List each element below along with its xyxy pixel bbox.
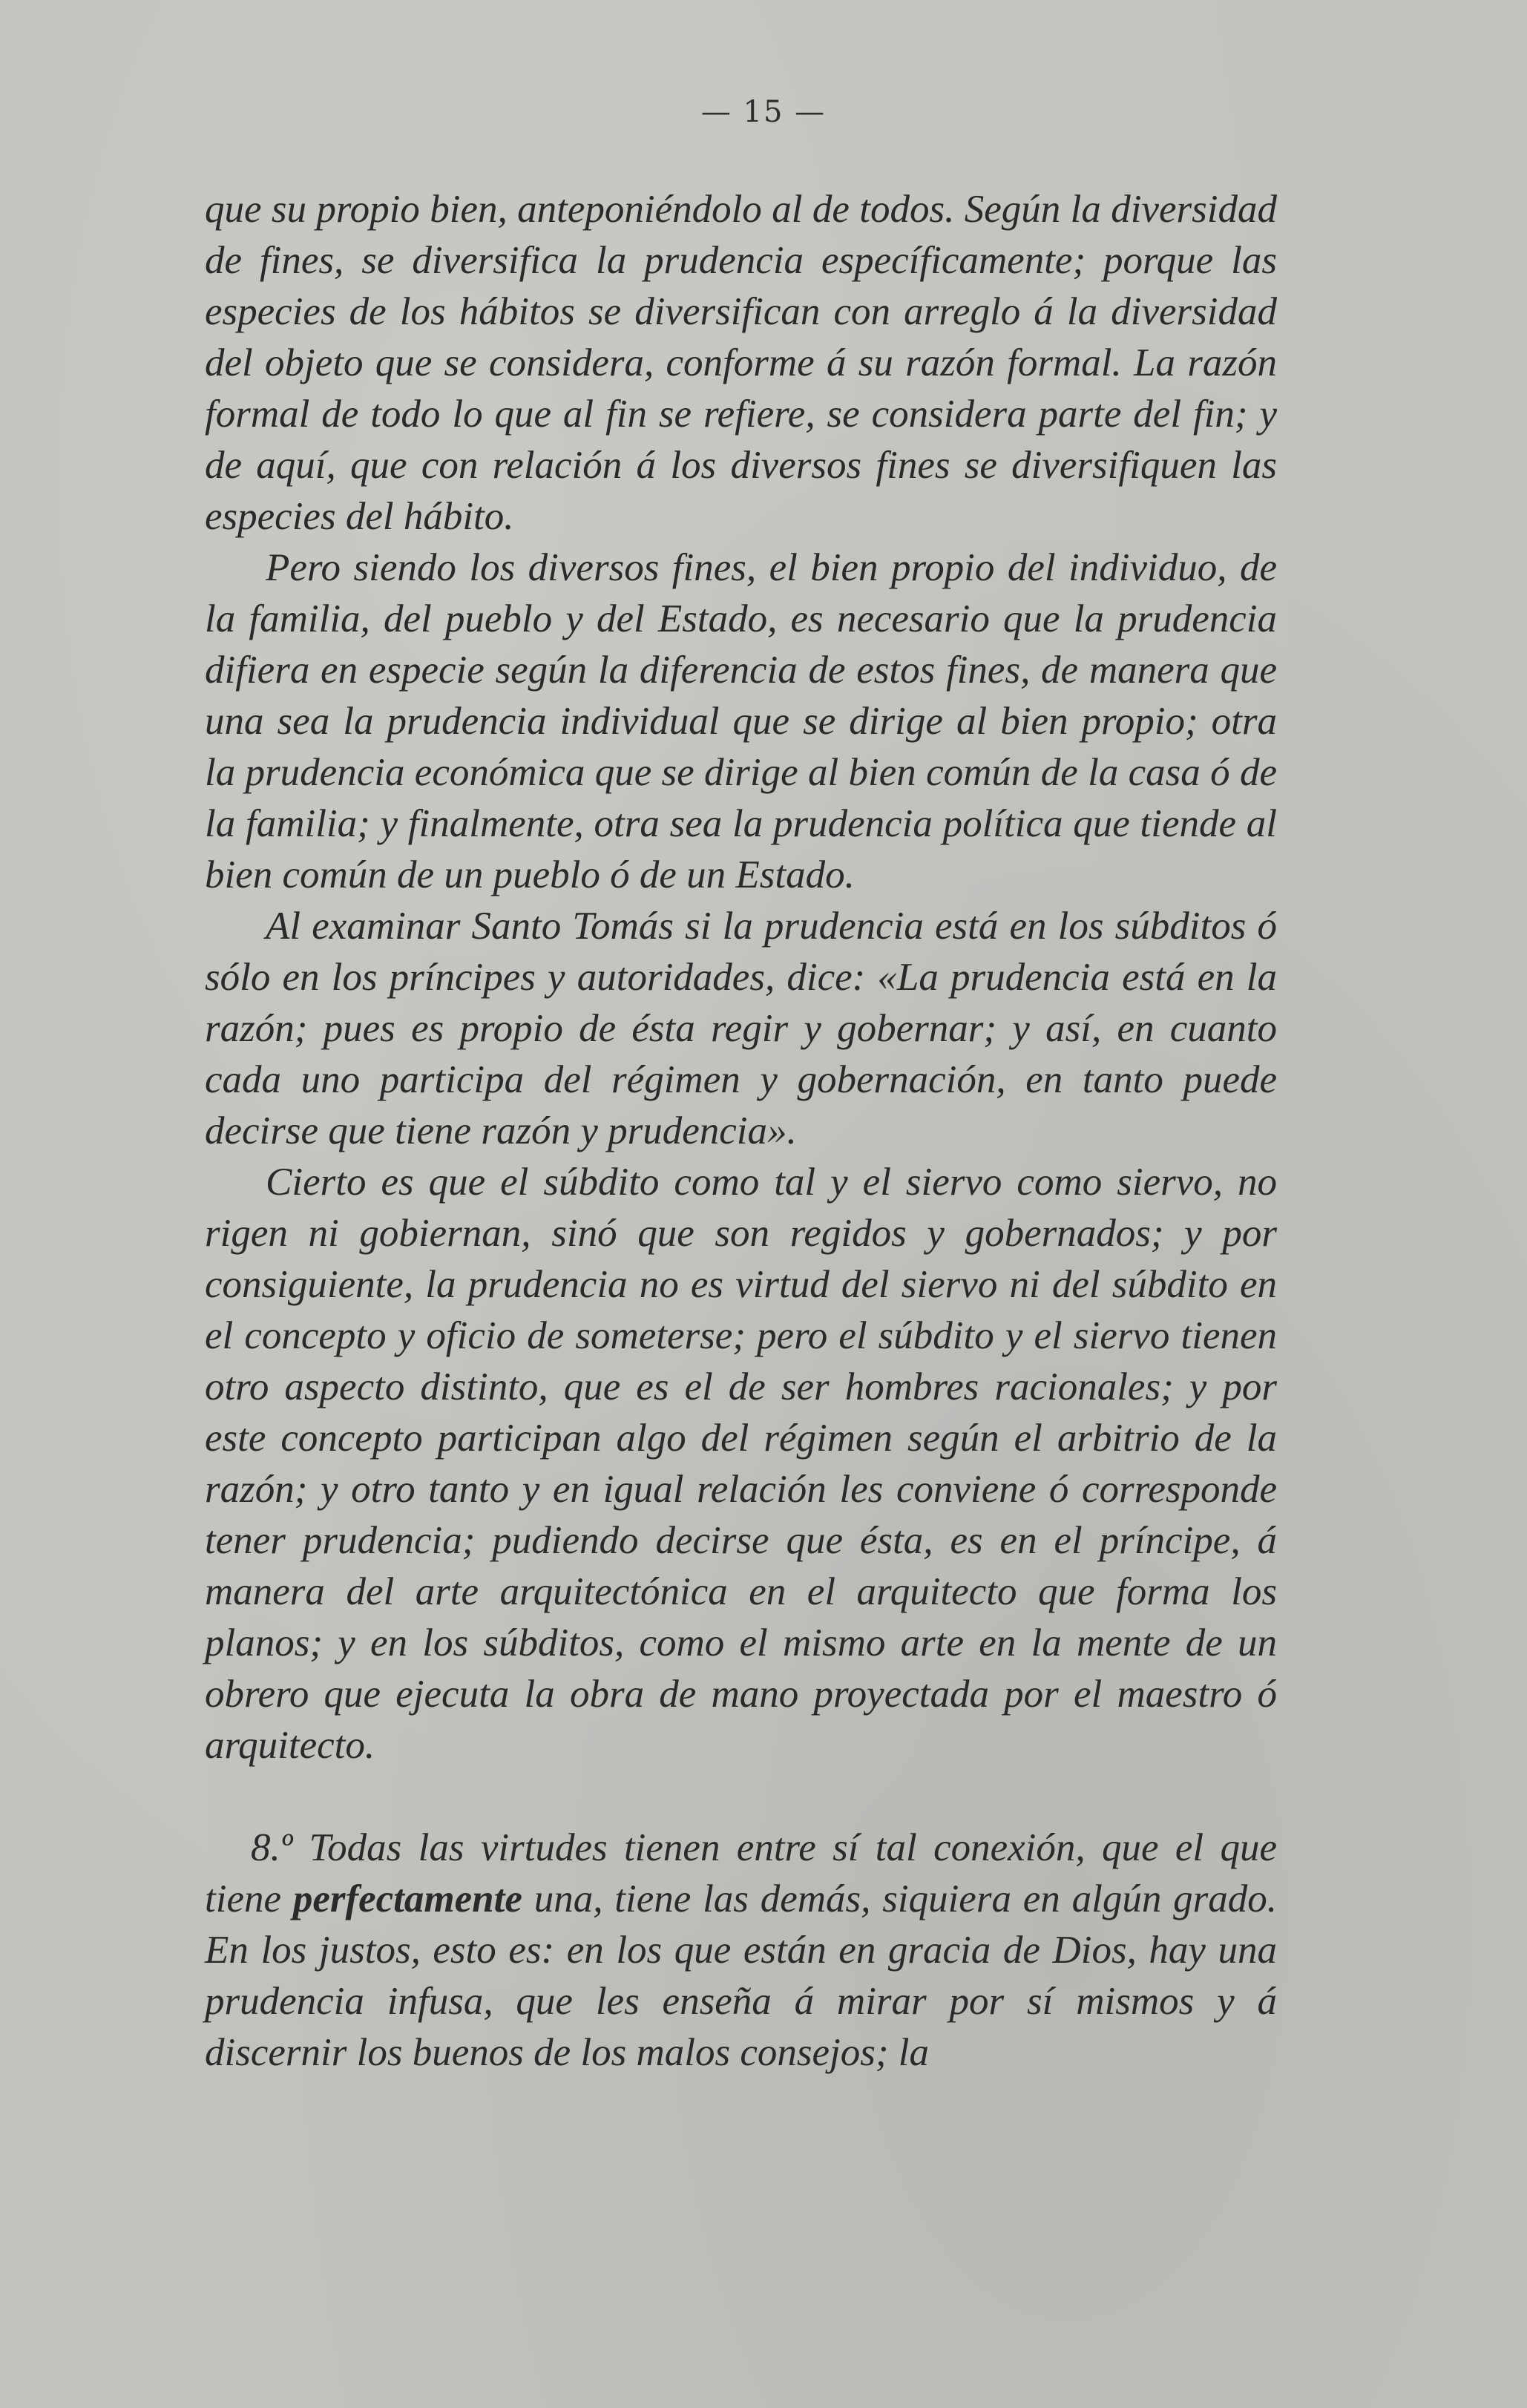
- page-number: — 15 —: [700, 95, 827, 129]
- emphasis-perfectamente: perfectamente: [292, 1877, 522, 1920]
- paragraph-3: Al examinar Santo Tomás si la prudencia está en los súbditos ó sólo en los príncipes y autoridades, dice: «La prudencia está en la razón; pues es propio de ésta regir y gobernar; y así, en cuanto cada uno participa del régimen y gobernación, en tanto puede decirse que tiene razón y prudencia».: [205, 905, 1277, 1152]
- paragraph-4: Cierto es que el súbdito como tal y el siervo como siervo, no rigen ni gobiernan, sinó que son regidos y gobernados; y por consiguiente, la prudencia no es virtud del siervo ni del súbdito en el concepto y oficio de someterse; pero el súbdito y el siervo tienen otro aspecto distinto, que es el de ser hombres racionales; y por este concepto participan algo del régimen según el arbitrio de la razón; y otro tanto y en igual relación les conviene ó corresponde tener prudencia; pudiendo decirse que ésta, es en el príncipe, á manera del arte arquitectónica en el arquitecto que forma los planos; y en los súbditos, como el mismo arte en la mente de un obrero que ejecuta la obra de mano proyectada por el maestro ó arquitecto.: [205, 1161, 1277, 1767]
- paragraph-5-start: Todas las virtudes tienen entre sí tal conexión, que el que tiene: [205, 1826, 1277, 1920]
- paragraph-5-end: una, tiene las demás, siquiera en algún grado. En los justos, esto es: en los que están en gracia de Dios, hay una prudencia infusa, que les enseña á mirar por sí mismos y á discernir los buenos de los malos consejos; la: [205, 1877, 1278, 2074]
- paragraph-5: [205, 1823, 1277, 2079]
- paragraph-1: que su propio bien, anteponiéndolo al de todos. Según la diversidad de fines, se diversifica la prudencia específicamente; porque las especies de los hábitos se diversifican con arreglo á la diversidad del objeto que se considera, conforme á su razón formal. La razón formal de todo lo que al fin se refiere, se considera parte del fin; y de aquí, que con relación á los diversos fines se diversifiquen las especies del hábito.: [205, 188, 1277, 538]
- section-number: 8.º: [251, 1826, 293, 1869]
- paragraph-2: Pero siendo los diversos fines, el bien propio del individuo, de la familia, del pueblo y del Estado, es necesario que la prudencia difiera en especie según la diferencia de estos fines, de manera que una sea la prudencia individual que se dirige al bien propio; otra la prudencia económica que se dirige al bien común de la casa ó de la familia; y finalmente, otra sea la prudencia política que tiende al bien común de un pueblo ó de un Estado.: [205, 546, 1277, 896]
- body-text: [205, 184, 1277, 2079]
